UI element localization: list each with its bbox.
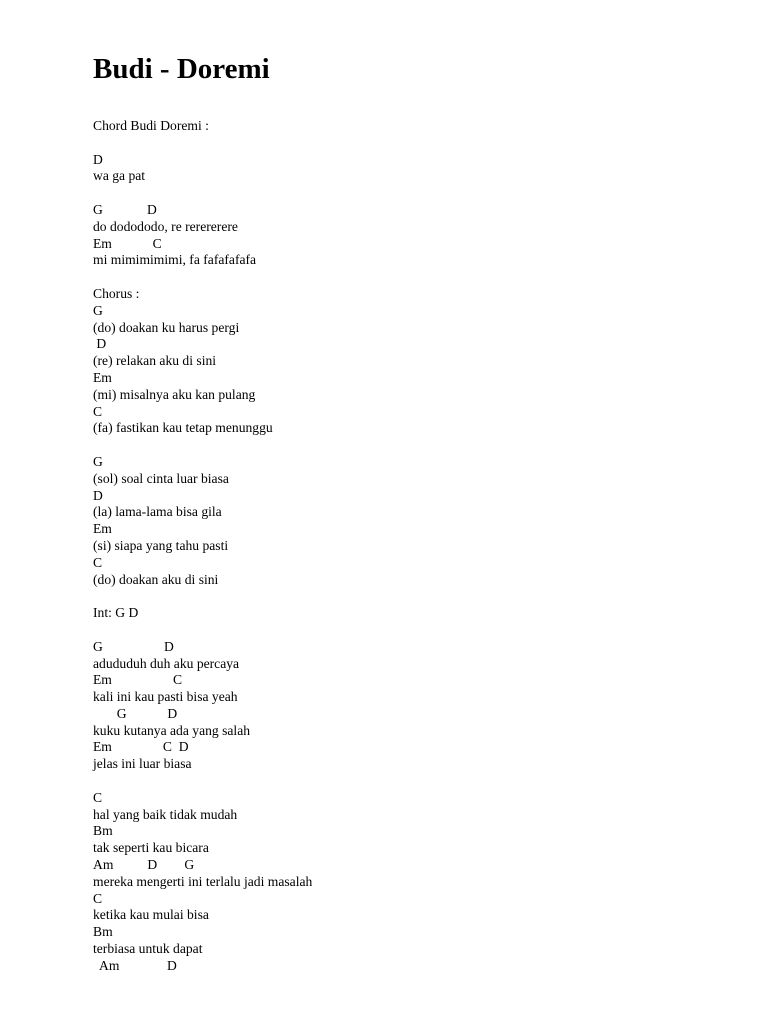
chord-line: C [93,890,103,906]
lyric-line: (do) doakan aku di sini [93,571,219,587]
chord-line: G [93,453,103,469]
lyric-line: kali ini kau pasti bisa yeah [93,689,238,705]
chord-line: G D [93,638,174,654]
blank-line [93,622,733,639]
lyric-line: do dodododo, re rerererere [93,218,238,234]
lyric-line: wa ga pat [93,168,146,184]
chord-line: G D [93,705,178,721]
lyric-line: mi mimimimimi, fa fafafafafa [93,252,257,268]
chord-line: G [93,302,103,318]
chord-line: Em [93,521,112,537]
chord-line: G D [93,201,157,217]
blank-line [93,437,733,454]
section-heading: Chorus : [93,285,140,301]
blank-line [93,269,733,286]
chord-line: Int: G D [93,605,139,621]
blank-line [93,588,733,605]
chord-line: Em C D [93,739,189,755]
lyric-line: kuku kutanya ada yang salah [93,722,251,738]
lyric-line: hal yang baik tidak mudah [93,806,238,822]
lyric-line: tak seperti kau bicara [93,840,209,856]
chord-line: D [93,336,107,352]
chord-line: Em C [93,672,183,688]
page-title: Budi - Doremi [93,53,270,85]
chord-line: C [93,403,103,419]
lyric-line: (mi) misalnya aku kan pulang [93,386,256,402]
chord-line: Am D G [93,857,195,873]
lyric-line: mereka mengerti ini terlalu jadi masalah [93,873,313,889]
chord-line: D [93,151,103,167]
lyric-line: ketika kau mulai bisa [93,907,209,923]
chord-line: Bm [93,823,113,839]
chord-line: Em [93,369,112,385]
chord-line: C [93,554,103,570]
document-page [93,52,733,973]
lyric-line: (fa) fastikan kau tetap menunggu [93,420,273,436]
lyric-line: jelas ini luar biasa [93,756,192,772]
lyric-line: (sol) soal cinta luar biasa [93,470,229,486]
chord-line: C [93,789,103,805]
chord-line: Am D [93,957,177,973]
chord-line: D [93,487,103,503]
lyric-line: (si) siapa yang tahu pasti [93,537,229,553]
lyric-line: (do) doakan ku harus pergi [93,319,240,335]
lyric-line: (la) lama-lama bisa gila [93,504,222,520]
chord-lyrics-body [93,118,733,975]
lyric-line: adududuh duh aku percaya [93,655,240,671]
blank-line [93,135,733,152]
section-heading: Chord Budi Doremi : [93,118,209,133]
lyric-line: (re) relakan aku di sini [93,353,217,369]
blank-line [93,185,733,202]
blank-line [93,773,733,790]
chord-line: Em C [93,235,162,251]
chord-line: Bm [93,924,113,940]
lyric-line: terbiasa untuk dapat [93,941,203,957]
